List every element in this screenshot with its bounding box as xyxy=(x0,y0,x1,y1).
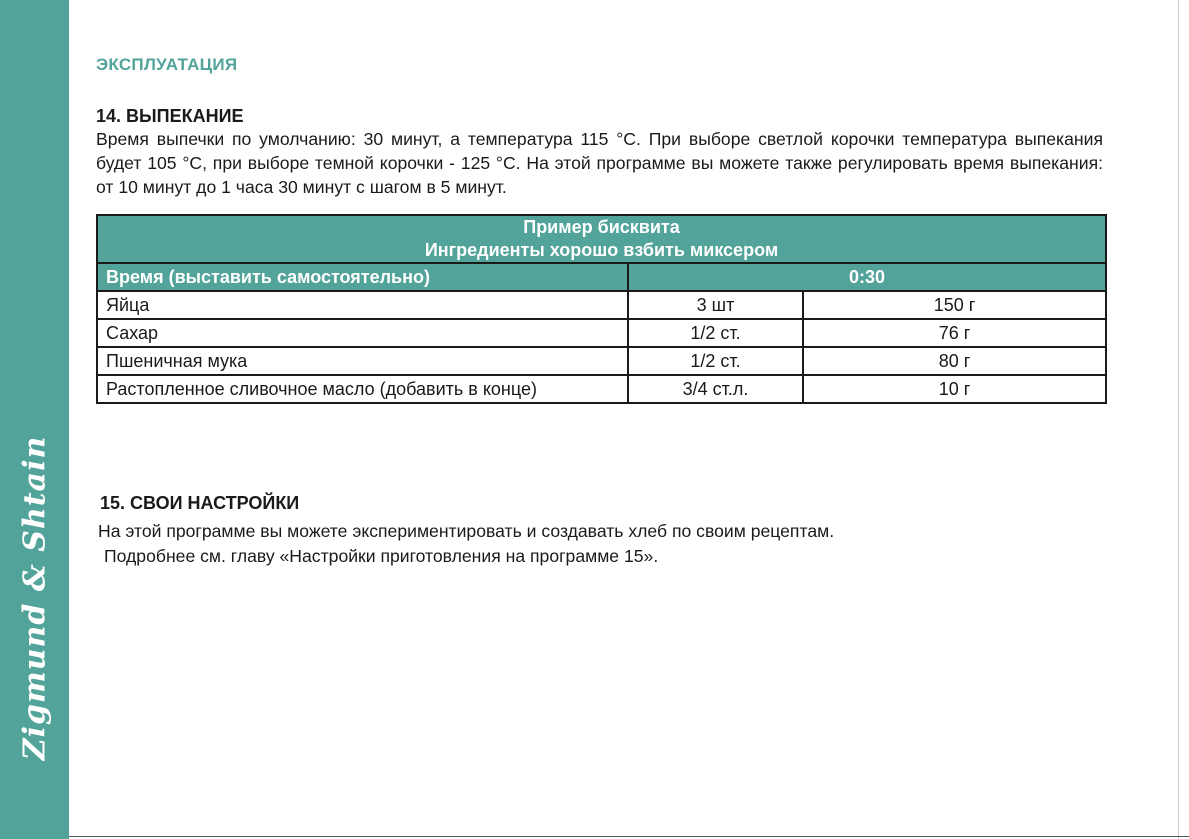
ingredient-weight: 76 г xyxy=(803,319,1106,347)
page-bottom-line xyxy=(69,836,1189,837)
brand-logo: Zigmund & Shtain xyxy=(17,435,53,761)
page-edge-line xyxy=(1178,0,1179,839)
time-label: Время (выставить самостоятельно) xyxy=(97,263,628,291)
recipe-subtitle: Ингредиенты хорошо взбить миксером xyxy=(424,240,779,260)
table-row xyxy=(97,347,1106,375)
ingredient-name: Сахар xyxy=(97,319,628,347)
section-14-heading: 14. ВЫПЕКАНИЕ xyxy=(96,106,244,126)
brand-sidebar xyxy=(0,0,69,839)
ingredient-weight: 150 г xyxy=(803,291,1106,319)
ingredient-name: Растопленное сливочное масло (добавить в конце) xyxy=(97,375,628,403)
ingredient-name: Пшеничная мука xyxy=(97,347,628,375)
recipe-table-header xyxy=(97,215,1106,263)
table-row xyxy=(97,319,1106,347)
section-15-text-line-2: Подробнее см. главу «Настройки приготовления на программе 15». xyxy=(104,546,659,566)
section-15-heading: 15. СВОИ НАСТРОЙКИ xyxy=(100,493,300,513)
ingredient-qty: 3/4 ст.л. xyxy=(628,375,803,403)
ingredient-qty: 3 шт xyxy=(628,291,803,319)
section-label: ЭКСПЛУАТАЦИЯ xyxy=(96,55,238,74)
table-row xyxy=(97,375,1106,403)
section-14-text: Время выпечки по умолчанию: 30 минут, а температура 115 °С. При выборе светлой корочки температура выпекания будет 105 °С, при выборе темной корочки - 125 °С. На этой программе вы можете также регулировать время выпекания: от 10 минут до 1 часа 30 минут с шагом в 5 минут. xyxy=(96,129,1103,197)
ingredient-qty: 1/2 ст. xyxy=(628,319,803,347)
recipe-table xyxy=(96,214,1107,404)
ingredient-name: Яйца xyxy=(97,291,628,319)
recipe-table-title-cell xyxy=(97,215,1106,263)
ingredient-weight: 80 г xyxy=(803,347,1106,375)
ingredient-weight: 10 г xyxy=(803,375,1106,403)
section-15-text-line-1: На этой программе вы можете экспериментировать и создавать хлеб по своим рецептам. xyxy=(98,521,835,541)
ingredient-qty: 1/2 ст. xyxy=(628,347,803,375)
table-row xyxy=(97,291,1106,319)
time-value: 0:30 xyxy=(628,263,1106,291)
recipe-time-row xyxy=(97,263,1106,291)
recipe-title: Пример бисквита xyxy=(523,217,680,237)
